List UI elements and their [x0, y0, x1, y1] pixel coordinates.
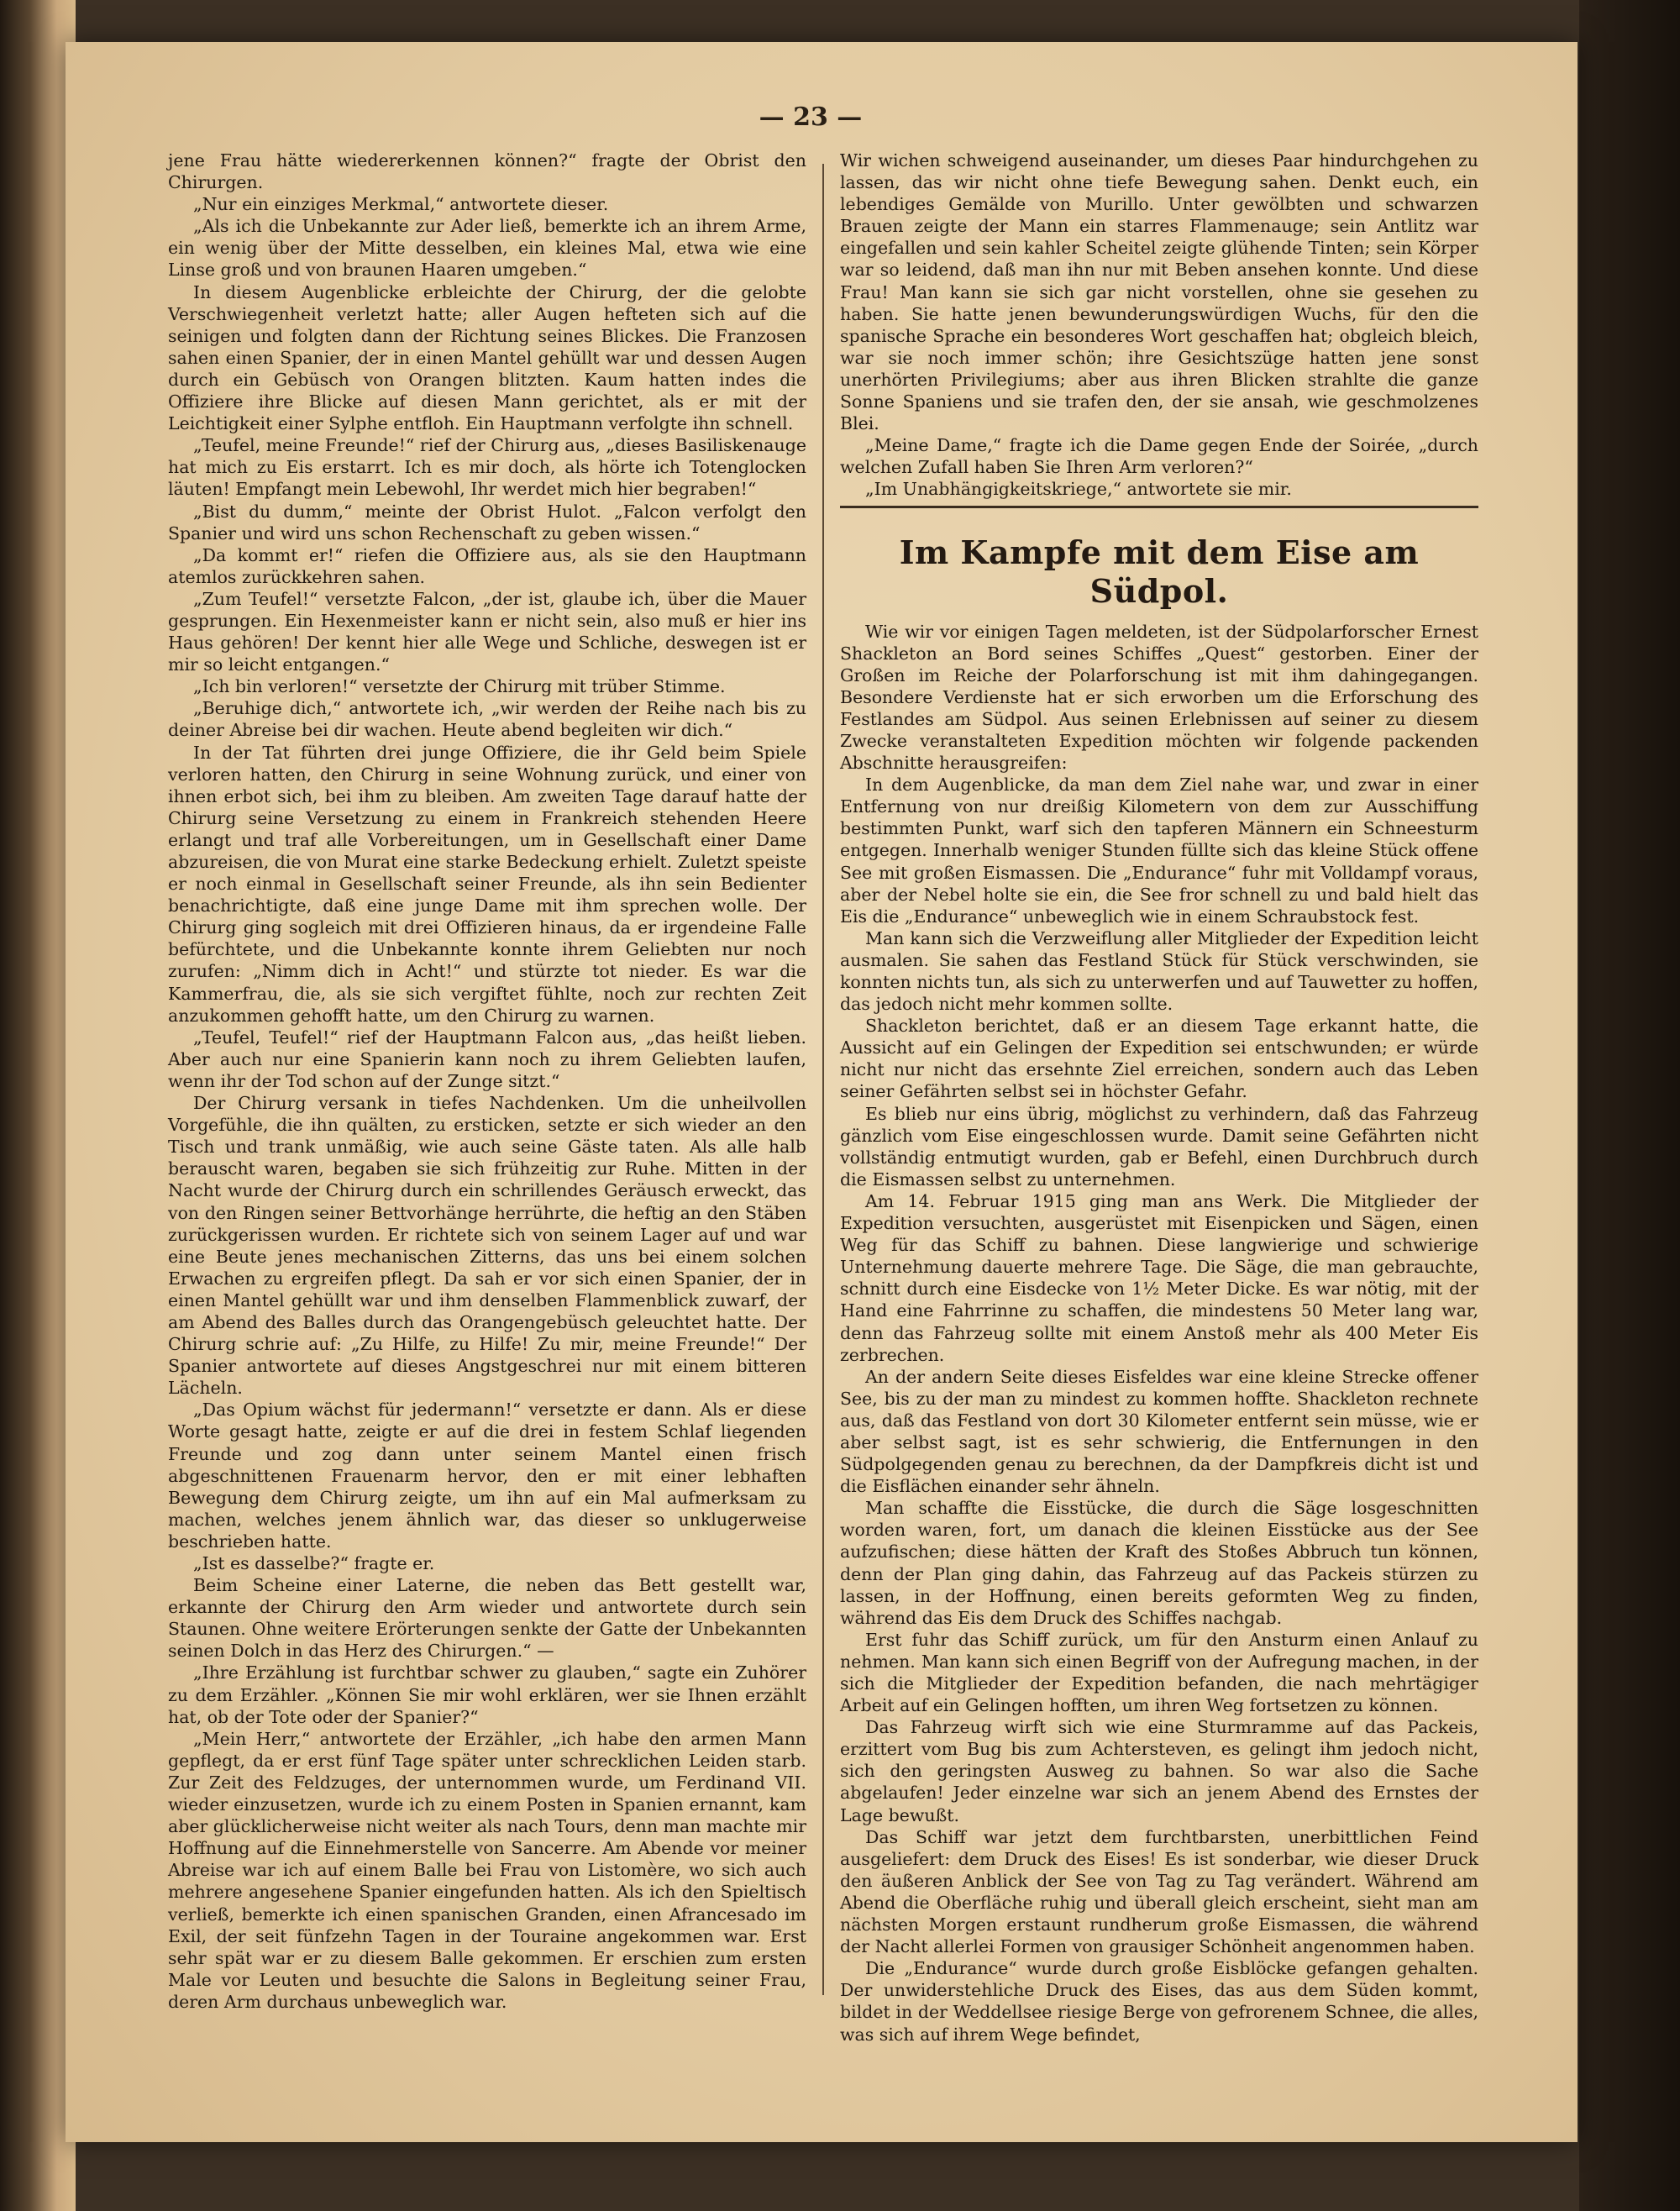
right-column — [840, 150, 1478, 2046]
paragraph: Wir wichen schweigend auseinander, um dieses Paar hindurchgehen zu lassen, das wir nicht ohne tiefe Bewegung sahen. Denkt euch, ein lebendiges Gemälde von Murillo. Unter gewölbten und schwarzen Brauen zeigte der Mann ein starres Flammenauge; sein Antlitz war eingefallen und sein kahler Scheitel zeigte glühende Tinten; sein Körper war so leidend, daß man ihn nur mit Beben ansehen konnte. Und diese Frau! Man kann sie sich gar nicht vorstellen, ohne sie gesehen zu haben. Sie hatte jenen bewunderungswürdigen Wuchs, für den die spanische Sprache ein besonderes Wort geschaffen hat; obgleich bleich, war sie noch immer schön; ihre Gesichtszüge hatten jene sonst unerhörten Privilegiums; aber aus ihren Blicken strahlte die ganze Sonne Spaniens und sie trafen den, der sie ansah, wie geschmolzenes Blei. — [840, 150, 1478, 434]
paragraph: Erst fuhr das Schiff zurück, um für den Ansturm einen Anlauf zu nehmen. Man kann sich einen Begriff von der Aufregung machen, in der sich die Mitglieder der Expedition befanden, die nach mehrtägiger Arbeit auf ein Gelingen hofften, um ihren Weg fortsetzen zu können. — [840, 1629, 1478, 1716]
paragraph: Beim Scheine einer Laterne, die neben das Bett gestellt war, erkannte der Chirurg den Arm wieder und antwortete durch sein Staunen. Ohne weitere Erörterungen senkte der Gatte der Unbekannten seinen Dolch in das Herz des Chirurgen.“ — — [168, 1575, 806, 1662]
paragraph: Wie wir vor einigen Tagen meldeten, ist der Südpolarforscher Ernest Shackleton an Bord seines Schiffes „Quest“ gestorben. Einer der Großen im Reiche der Polarforschung ist mit ihm dahingegangen. Besondere Verdienste hat er sich erworben um die Erforschung des Festlandes am Südpol. Aus seinen Erlebnissen auf seiner zu diesem Zwecke veranstalteten Expedition möchten wir folgende packenden Abschnitte herausgreifen: — [840, 621, 1478, 774]
paragraph: „Ist es dasselbe?“ fragte er. — [193, 1553, 435, 1573]
column-divider — [822, 164, 824, 1995]
paragraph: „Beruhige dich,“ antwortete ich, „wir werden der Reihe nach bis zu deiner Abreise bei dir wachen. Heute abend begleiten wir dich.“ — [168, 698, 806, 741]
paragraph: „Ich bin verloren!“ versetzte der Chirurg mit trüber Stimme. — [193, 676, 726, 697]
paragraph: „Als ich die Unbekannte zur Ader ließ, bemerkte ich an ihrem Arme, ein wenig über der Mitte desselben, ein kleines Mal, etwa wie eine Linse groß und von braunen Haaren umgeben.“ — [168, 216, 806, 281]
paragraph: „Nur ein einziges Merkmal,“ antwortete dieser. — [193, 194, 609, 215]
paragraph: „Zum Teufel!“ versetzte Falcon, „der ist, glaube ich, über die Mauer gesprungen. Ein Hexenmeister kann er nicht sein, also muß er hier ins Haus gehören! Der kennt hier alle Wege und Schliche, deswegen ist er mir so leicht entgangen.“ — [168, 588, 806, 675]
paragraph: „Da kommt er!“ riefen die Offiziere aus, als sie den Hauptmann atemlos zurückkehren sahen. — [168, 544, 806, 587]
paragraph: „Mein Herr,“ antwortete der Erzähler, „ich habe den armen Mann gepflegt, da er erst fünf Tage später unter schrecklichen Leiden starb. Zur Zeit des Feldzuges, der unternommen wurde, um Ferdinand VII. wieder einzusetzen, wurde ich zu einem Posten in Spanien ernannt, kam aber glücklicherweise nicht weiter als nach Tours, denn man machte mir Hoffnung auf die Einnehmerstelle von Sancerre. Am Abende vor meiner Abreise war ich auf einem Balle bei Frau von Listomère, wo sich auch mehrere angesehene Spanier eingefunden hatten. Als ich den Spieltisch verließ, bemerkte ich einen spanischen Granden, einen Afrancesado im Exil, der seit fünfzehn Tagen in der Touraine angekommen war. Erst sehr spät war er zu diesem Balle gekommen. Er erschien zum ersten Male vor Leuten und besuchte die Salons in Begleitung seiner Frau, deren Arm durchaus unbeweglich war. — [168, 1728, 806, 2012]
book-page-edge — [0, 0, 76, 2211]
left-column — [168, 150, 806, 2013]
page-number: — 23 — — [759, 102, 863, 132]
paragraph: In dem Augenblicke, da man dem Ziel nahe war, und zwar in einer Entfernung von nur dreißig Kilometern von dem zur Ausschiffung bestimmten Punkt, warf sich den tapferen Männern ein Schneesturm entgegen. Innerhalb weniger Stunden füllte sich das kleine Stück offene See mit großen Eismassen. Die „Endurance“ fuhr mit Volldampf voraus, aber der Nebel holte sie ein, die See fror schnell zu und bald hielt das Eis die „Endurance“ unbeweglich wie in einem Schraubstock fest. — [840, 775, 1478, 927]
paragraph: Das Schiff war jetzt dem furchtbarsten, unerbittlichen Feind ausgeliefert: dem Druck des Eises! Es ist sonderbar, wie dieser Druck den äußeren Anblick der See von Tag zu Tag verändert. Während am Abend die Oberfläche ruhig und überall gleich erscheint, sieht man am nächsten Morgen erstaunt rundherum große Eismassen, die während der Nacht allerlei Formen von grausiger Schönheit angenommen haben. — [840, 1826, 1478, 1957]
paragraph: An der andern Seite dieses Eisfeldes war eine kleine Strecke offener See, bis zu der man zu mindest zu kommen hoffte. Shackleton rechnete aus, daß das Festland von dort 30 Kilometer entfernt sein müsse, wie er aber selbst sagt, ist es sehr schwierig, die Entfernungen in den Südpolgegenden genau zu berechnen, da der Dampfkreis dicht ist und die Eisflächen einander sehr ähneln. — [840, 1366, 1478, 1497]
paragraph: „Ihre Erzählung ist furchtbar schwer zu glauben,“ sagte ein Zuhörer zu dem Erzähler. „Können Sie mir wohl erklären, wer sie Ihnen erzählt hat, ob der Tote oder der Spanier?“ — [168, 1662, 806, 1727]
article-headline: Im Kampfe mit dem Eise am Südpol. — [899, 533, 1420, 610]
paragraph: Es blieb nur eins übrig, möglichst zu verhindern, daß das Fahrzeug gänzlich vom Eise eingeschlossen wurde. Damit seine Gefährten nicht vollständig entmutigt wurden, gab er Befehl, einen Durchbruch durch die Eismassen selbst zu unternehmen. — [840, 1103, 1478, 1190]
paragraph: Die „Endurance“ wurde durch große Eisblöcke gefangen gehalten. Der unwiderstehliche Druck des Eises, das aus dem Süden kommt, bildet in der Weddellsee riesige Berge von gefrorenem Schnee, die alles, was sich auf ihrem Wege befindet, — [840, 1958, 1478, 2045]
paragraph: Man kann sich die Verzweiflung aller Mitglieder der Expedition leicht ausmalen. Sie sahen das Festland Stück für Stück verschwinden, sie konnten nichts tun, als sich zu unterwerfen und auf Tauwetter zu hoffen, das jedoch nicht mehr kommen sollte. — [840, 927, 1478, 1015]
section-rule — [840, 506, 1478, 508]
paragraph: „Im Unabhängigkeitskriege,“ antwortete sie mir. — [865, 479, 1292, 500]
book-cover-edge — [1579, 0, 1680, 2211]
paragraph: Shackleton berichtet, daß er an diesem Tage erkannt hatte, die Aussicht auf ein Gelingen der Expedition sei entschwunden; er würde nicht nur nicht das ersehnte Ziel erreichen, sondern auch das Leben seiner Gefährten selbst sei in höchster Gefahr. — [840, 1016, 1478, 1102]
paragraph: Der Chirurg versank in tiefes Nachdenken. Um die unheilvollen Vorgefühle, die ihn quälten, zu ersticken, setzte er sich wieder an den Tisch und trank unmäßig, wie auch seine Gäste taten. Als alle halb berauscht waren, begaben sie sich frühzeitig zur Ruhe. Mitten in der Nacht wurde der Chirurg durch ein schrillendes Geräusch erweckt, das von den Ringen seiner Bettvorhänge herrührte, die heftig an den Stäben zurückgerissen wurden. Er richtete sich von seinem Lager auf und war eine Beute jenes mechanischen Zitterns, das uns bei einem solchen Erwachen zu ergreifen pflegt. Da sah er vor sich einen Spanier, der in einen Mantel gehüllt war und ihm denselben Flammenblick zuwarf, der am Abend des Balles durch das Orangengebüsch geleuchtet hatte. Der Chirurg schrie auf: „Zu Hilfe, zu Hilfe! Zu mir, meine Freunde!“ Der Spanier antwortete auf dieses Angstgeschrei nur mit einem bitteren Lächeln. — [168, 1093, 806, 1399]
paragraph: „Teufel, Teufel!“ rief der Hauptmann Falcon aus, „das heißt lieben. Aber auch nur eine Spanierin kann noch zu ihrem Geliebten laufen, wenn ihr der Tod schon auf der Zunge sitzt.“ — [168, 1027, 806, 1091]
paragraph: Das Fahrzeug wirft sich wie eine Sturmramme auf das Packeis, erzittert vom Bug bis zum Achtersteven, es gelingt ihm jedoch nicht, sich den geringsten Ausweg zu bahnen. So war also die Sache abgelaufen! Jeder einzelne war sich an jenem Abend des Ernstes der Lage bewußt. — [840, 1717, 1478, 1825]
paragraph: jene Frau hätte wiedererkennen können?“ fragte der Obrist den Chirurgen. — [168, 150, 806, 193]
paragraph: „Teufel, meine Freunde!“ rief der Chirurg aus, „dieses Basiliskenauge hat mich zu Eis erstarrt. Ich es mir doch, als hörte ich Totenglocken läuten! Empfangt mein Lebewohl, Ihr werdet mich hier begraben!“ — [168, 435, 806, 500]
paragraph: „Bist du dumm,“ meinte der Obrist Hulot. „Falcon verfolgt den Spanier und wird uns schon Rechenschaft zu geben wissen.“ — [168, 501, 806, 544]
paragraph: In der Tat führten drei junge Offiziere, die ihr Geld beim Spiele verloren hatten, den Chirurg in seine Wohnung zurück, und einer von ihnen erbot sich, bei ihm zu bleiben. Am zweiten Tage darauf hatte der Chirurg seine Versetzung zu einem in Frankreich stehenden Heere erlangt und traf alle Vorbereitungen, um in Gesellschaft einer Dame abzureisen, die von Murat eine starke Bedeckung erhielt. Zuletzt speiste er noch einmal in Gesellschaft seiner Freunde, als ihn sein Bedienter benachrichtigte, daß eine junge Dame mit ihm sprechen wolle. Der Chirurg ging sogleich mit drei Offizieren hinaus, da er irgendeine Falle befürchtete, und die Unbekannte konnte ihrem Geliebten nur noch zurufen: „Nimm dich in Acht!“ und stürzte tot nieder. Es war die Kammerfrau, die, als sie sich vergiftet fühlte, noch zur rechten Zeit anzukommen gehofft hatte, um den Chirurg zu warnen. — [168, 742, 806, 1026]
paragraph: In diesem Augenblicke erbleichte der Chirurg, der die gelobte Verschwiegenheit verletzt hatte; aller Augen hefteten sich auf die seinigen und folgten dann der Richtung seines Blickes. Die Franzosen sahen einen Spanier, der in einen Mantel gehüllt war und dessen Augen durch ein Gebüsch von Orangen blitzten. Kaum hatten indes die Offiziere ihre Blicke auf diesen Mann gerichtet, als er mit der Leichtigkeit einer Sylphe entfloh. Ein Hauptmann verfolgte ihn schnell. — [168, 281, 806, 434]
paragraph: „Meine Dame,“ fragte ich die Dame gegen Ende der Soirée, „durch welchen Zufall haben Sie Ihren Arm verloren?“ — [840, 435, 1478, 478]
paragraph: Man schaffte die Eisstücke, die durch die Säge losgeschnitten worden waren, fort, um danach die kleinen Eisstücke aus der See aufzufischen; diese hätten der Kraft des Stoßes Abbruch tun können, denn der Plan ging dahin, das Fahrzeug auf das Packeis stürzen zu lassen, in der Hoffnung, einen bereits geformten Weg zu finden, während das Eis dem Druck des Schiffes nachgab. — [840, 1498, 1478, 1628]
paragraph: Am 14. Februar 1915 ging man ans Werk. Die Mitglieder der Expedition versuchten, ausgerüstet mit Eisenpicken und Sägen, einen Weg für das Schiff zu bahnen. Diese langwierige und schwierige Unternehmung dauerte mehrere Tage. Die Säge, die man gebrauchte, schnitt durch eine Eisdecke von 1½ Meter Dicke. Es war nötig, mit der Hand eine Fahrrinne zu schaffen, die mindestens 50 Meter lang war, denn das Fahrzeug sollte mit einem Anstoß mehr als 400 Meter Eis zerbrechen. — [840, 1190, 1478, 1365]
paragraph: „Das Opium wächst für jedermann!“ versetzte er dann. Als er diese Worte gesagt hatte, zeigte er auf die drei in festem Schlaf liegenden Freunde und zog dann unter seinem Mantel einen frisch abgeschnittenen Frauenarm hervor, den er mit einer lebhaften Bewegung dem Chirurg zeigte, um ihn auf ein Mal aufmerksam zu machen, welches jenem ähnlich war, das dieser so unklugerweise beschrieben hatte. — [168, 1400, 806, 1552]
